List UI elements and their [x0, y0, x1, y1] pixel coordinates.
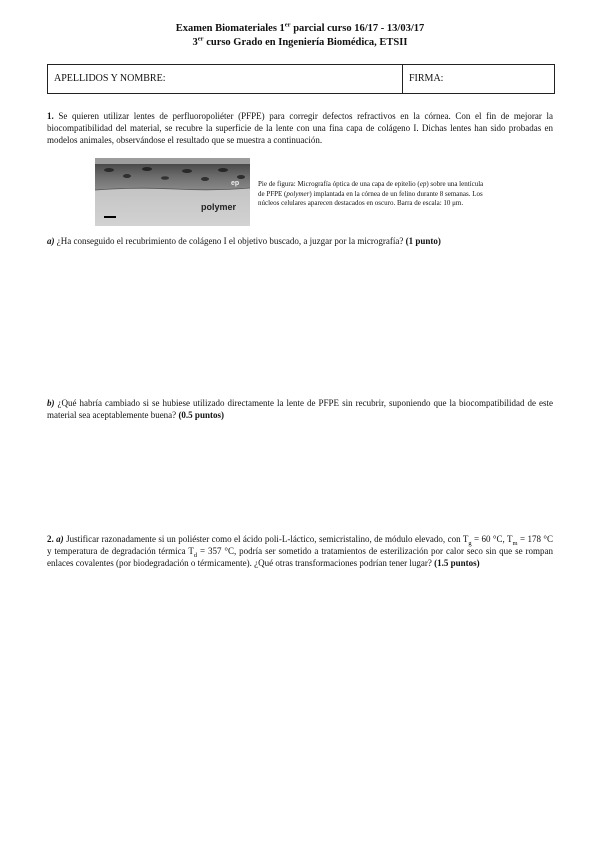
question-text: = 357 °C, podría ser sometido a tratamientos de esterilización por calor seco sin que se rompan enlaces covalentes (por biodegradación o térmicamente). ¿Qué otras transformaciones podrían tener lugar? — [47, 546, 553, 568]
question-number: 2. — [47, 534, 54, 544]
subscript-g: g — [468, 539, 472, 547]
title-date: parcial curso 16/17 - 13/03/17 — [290, 23, 425, 34]
title-sup: er — [284, 21, 291, 29]
question-1 — [47, 110, 553, 146]
caption-polymer: polymer — [286, 189, 310, 198]
question-1b — [47, 397, 553, 421]
name-label: APELLIDOS Y NOMBRE: — [54, 73, 166, 84]
question-points: (1 punto) — [405, 236, 441, 246]
exam-title-line — [0, 22, 600, 36]
signature-label: FIRMA: — [409, 73, 444, 84]
question-number: 1. — [47, 111, 54, 121]
ep-label: ep — [231, 180, 240, 187]
caption-part: Pie de figura: Micrografía óptica de una capa de epitelio ( — [258, 180, 420, 188]
polymer-label: polymer — [201, 202, 237, 212]
figure-caption — [258, 180, 490, 209]
question-text: Justificar razonadamente si un poliéster como el ácido poli-L-láctico, semicristalino, de módulo elevado, con T — [63, 534, 469, 544]
course-line — [0, 36, 600, 50]
question-text: = 60 °C, T — [471, 534, 513, 544]
signature-field[interactable] — [403, 65, 554, 93]
scale-bar — [104, 216, 116, 218]
question-1a — [47, 235, 553, 247]
course-text: curso Grado en Ingeniería Biomédica, ETSII — [203, 37, 408, 48]
caption-ep: ep — [419, 180, 427, 188]
student-info-box — [47, 64, 555, 94]
question-points: (0.5 puntos) — [178, 410, 224, 420]
subscript-m: m — [512, 539, 518, 547]
title-text: Examen Biomateriales 1 — [175, 23, 285, 34]
question-text: = 178 °C y temperatura de degradación térmica T — [47, 534, 553, 556]
question-text: ¿Qué habría cambiado si se hubiese utilizado directamente la lente de PFPE sin recubrir, suponiendo que la biocompatibilidad de este material sea aceptablemente buena? — [47, 398, 553, 420]
caption-part: ) sobre una lentícula de PFPE ( — [258, 180, 484, 198]
question-text: ¿Ha conseguido el recubrimiento de colágeno I el objetivo buscado, a juzgar por la micrografía? — [54, 236, 406, 246]
name-field[interactable] — [48, 65, 403, 93]
exam-header — [0, 22, 600, 50]
course-number: 3 — [192, 37, 198, 48]
micrograph-image — [95, 158, 250, 226]
caption-part: ) implantada en la córnea de un felino durante 8 semanas. Los núcleos celulares aparecen destacados en oscuro. Barra de escala: 10 μm. — [258, 189, 483, 207]
subscript-d: d — [193, 551, 198, 559]
question-2a — [47, 533, 553, 569]
micrograph-figure — [95, 158, 250, 226]
question-label: b) — [47, 398, 55, 408]
question-label: a) — [47, 236, 55, 246]
question-label: a) — [56, 534, 64, 544]
course-sup: er — [197, 35, 204, 43]
question-text: Se quieren utilizar lentes de perfluoropoliéter (PFPE) para corregir defectos refractivos en la córnea. Con el fin de mejorar la biocompatibilidad del material, se recubre la superficie de la lente con una fina capa de colágeno I. Dichas lentes han sido probadas en modelos animales, observándose el resultado que se muestra a continuación. — [47, 111, 553, 145]
question-points: (1.5 puntos) — [434, 558, 480, 568]
